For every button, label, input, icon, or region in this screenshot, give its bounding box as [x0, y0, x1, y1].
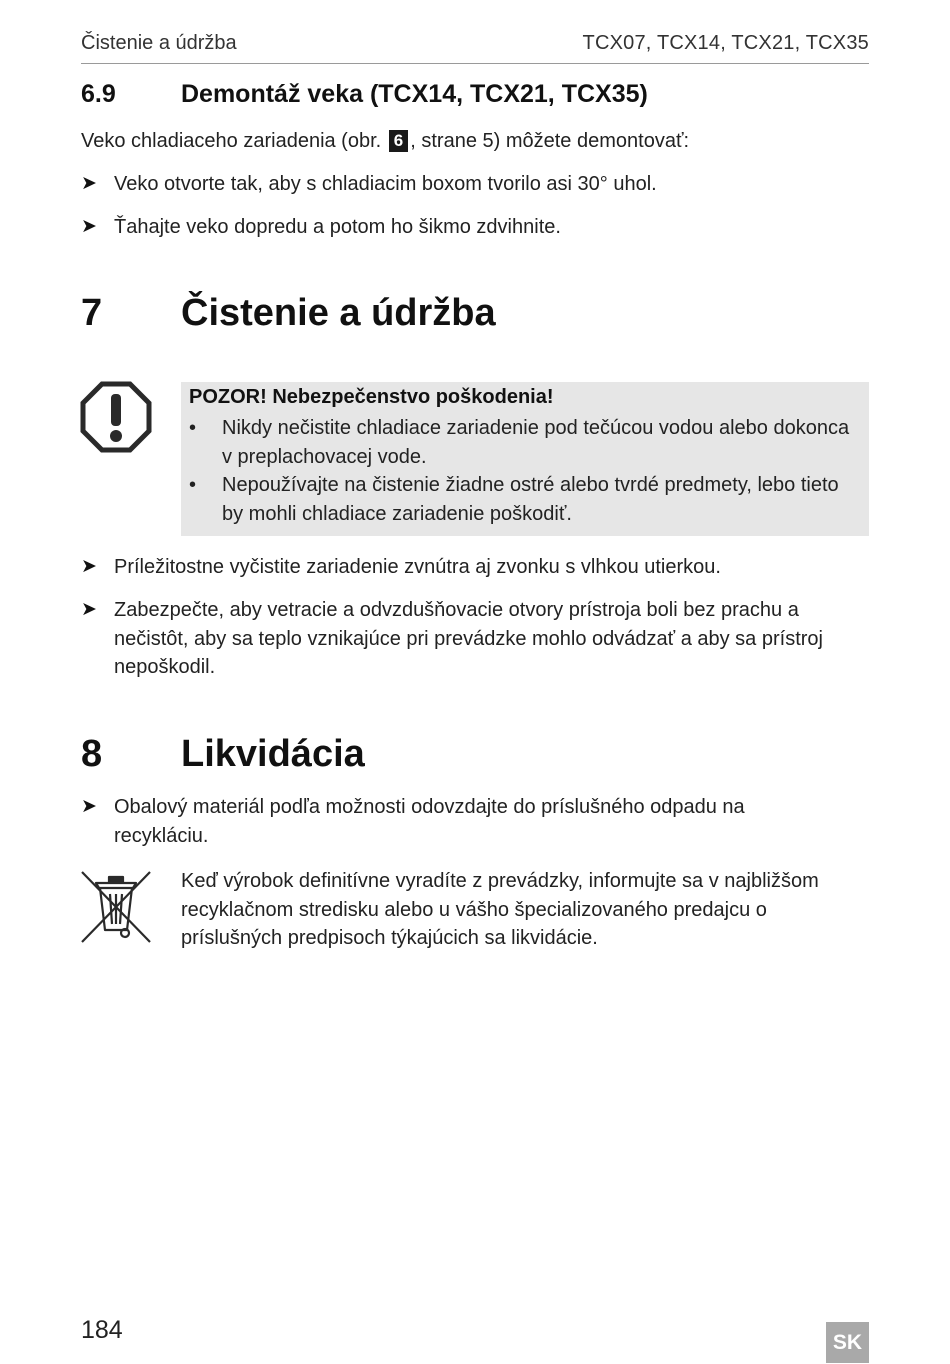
step-arrow-icon: ➤	[81, 556, 97, 577]
language-badge: SK	[826, 1322, 869, 1363]
step-item: Veko otvorte tak, aby s chladiacim boxom tvorilo asi 30° uhol.	[114, 173, 657, 195]
figure-reference-box: 6	[389, 130, 408, 152]
step-arrow-icon: ➤	[81, 599, 97, 620]
chapter-title: Likvidácia	[181, 733, 365, 775]
step-item: Príležitostne vyčistite zariadenie zvnútra aj zvonku s vlhkou utierkou.	[114, 556, 721, 578]
intro-text-before: Veko chladiaceho zariadenia (obr.	[81, 130, 382, 152]
bullet-dot: •	[189, 417, 197, 439]
header-section-name: Čistenie a údržba	[81, 32, 237, 54]
bullet-dot: •	[189, 474, 197, 496]
crossed-out-wheelie-bin-icon	[80, 870, 152, 944]
section-number: 6.9	[81, 80, 116, 108]
warning-item-text: Nikdy nečistite chladiace zariadenie pod tečúcou vodou alebo dokonca v preplachovacej vode.	[222, 417, 850, 468]
section-title: Demontáž veka (TCX14, TCX21, TCX35)	[181, 80, 648, 108]
warning-title: POZOR! Nebezpečenstvo poškodenia!	[189, 386, 554, 408]
step-arrow-icon: ➤	[81, 796, 97, 817]
chapter-number: 8	[81, 733, 103, 775]
chapter-title: Čistenie a údržba	[181, 292, 496, 334]
running-header	[81, 30, 869, 64]
warning-box	[181, 382, 869, 536]
warning-item-text: Nepoužívajte na čistenie žiadne ostré alebo tvrdé predmety, lebo tieto by mohli chladiace zariadenie poškodiť.	[222, 474, 839, 525]
step-item: Zabezpečte, aby vetracie a odvzdušňovacie otvory prístroja boli bez prachu a nečistôt, aby sa teplo vznikajúce pri prevádzke mohlo odvádzať a aby sa prístroj nepoškodil.	[114, 599, 823, 678]
section-6-9-intro	[81, 127, 871, 156]
step-arrow-icon: ➤	[81, 216, 97, 237]
warning-octagon-icon	[80, 381, 152, 453]
page-number: 184	[81, 1316, 123, 1344]
disposal-note: Keď výrobok definitívne vyradíte z prevádzky, informujte sa v najbližšom recyklačnom stredisku alebo u vášho špecializovaného predajcu o príslušných predpisoch týkajúcich sa likvidácie.	[181, 870, 819, 949]
header-model-list: TCX07, TCX14, TCX21, TCX35	[582, 32, 869, 54]
step-item: Ťahajte veko dopredu a potom ho šikmo zdvihnite.	[114, 216, 561, 238]
intro-text-after: , strane 5) môžete demontovať:	[410, 130, 689, 152]
chapter-number: 7	[81, 292, 103, 334]
step-item: Obalový materiál podľa možnosti odovzdajte do príslušného odpadu na recykláciu.	[114, 796, 745, 847]
step-arrow-icon: ➤	[81, 173, 97, 194]
